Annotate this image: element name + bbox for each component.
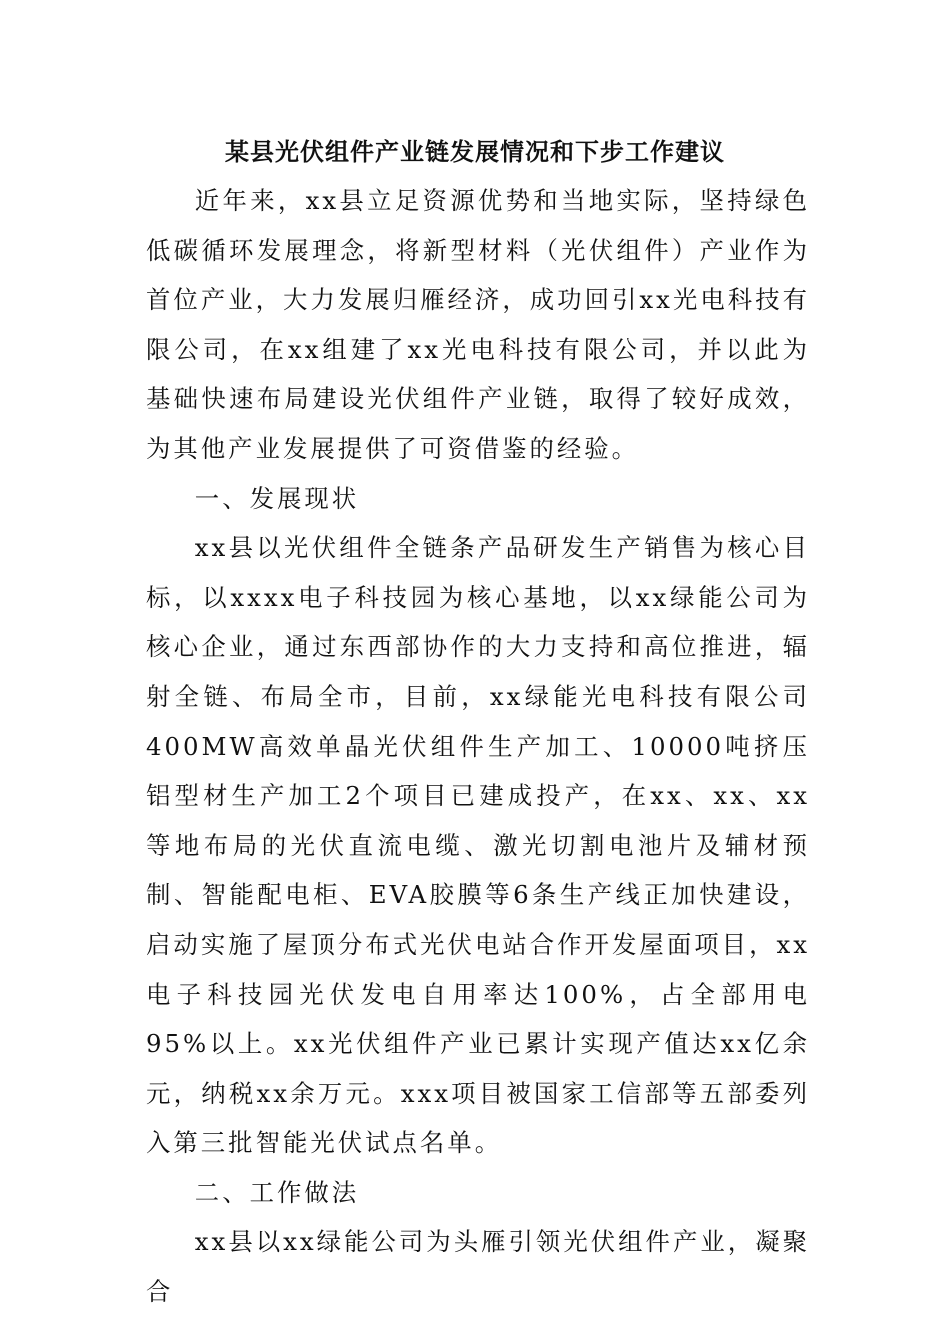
- methods-paragraph: xx县以xx绿能公司为头雁引领光伏组件产业，凝聚合: [146, 1227, 810, 1307]
- document-body: [146, 176, 810, 1317]
- section-heading-status: 一、发展现状: [194, 483, 360, 513]
- intro-paragraph: 近年来，xx县立足资源优势和当地实际，坚持绿色低碳循环发展理念，将新型材料（光伏组件）产业作为首位产业，大力发展归雁经济，成功回引xx光电科技有限公司，在xx组建了xx光电科技有限公司，并以此为基础快速布局建设光伏组件产业链，取得了较好成效，为其他产业发展提供了可资借鉴的经验。: [146, 186, 810, 463]
- status-paragraph: xx县以光伏组件全链条产品研发生产销售为核心目标，以xxxx电子科技园为核心基地，以xx绿能公司为核心企业，通过东西部协作的大力支持和高位推进，辐射全链、布局全市，目前，xx绿能光电科技有限公司400MW高效单晶光伏组件生产加工、10000吨挤压铝型材生产加工2个项目已建成投产，在xx、xx、xx等地布局的光伏直流电缆、激光切割电池片及辅材预制、智能配电柜、EVA胶膜等6条生产线正加快建设，启动实施了屋顶分布式光伏电站合作开发屋面项目，xx电子科技园光伏发电自用率达100%，占全部用电95%以上。xx光伏组件产业已累计实现产值达xx亿余元，纳税xx余万元。xxx项目被国家工信部等五部委列入第三批智能光伏试点名单。: [146, 533, 810, 1158]
- document-title: 某县光伏组件产业链发展情况和下步工作建议: [225, 137, 725, 166]
- section-heading-methods: 二、工作做法: [194, 1177, 360, 1207]
